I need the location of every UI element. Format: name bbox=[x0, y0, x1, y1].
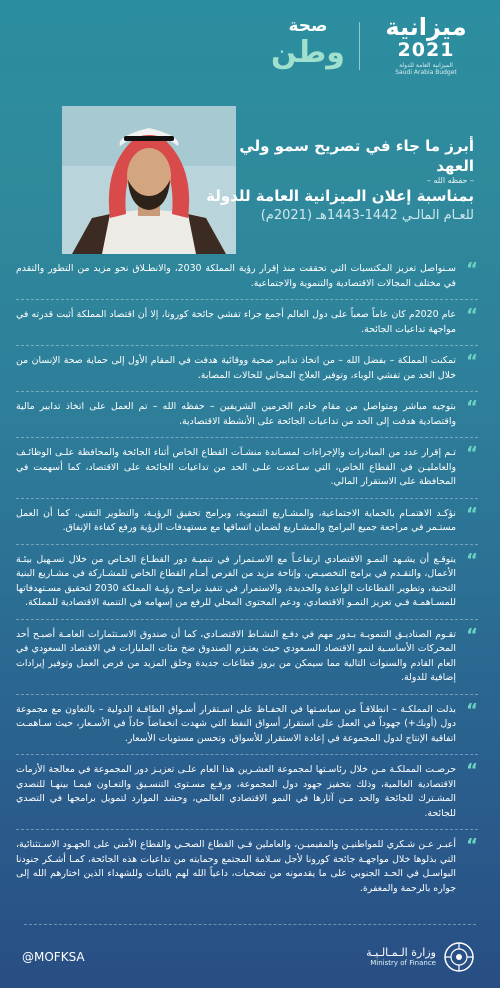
divider bbox=[16, 694, 478, 695]
quote-icon: “ bbox=[466, 760, 478, 781]
statement-item bbox=[16, 503, 478, 536]
ministry-emblem-icon bbox=[442, 940, 476, 974]
divider bbox=[16, 829, 478, 830]
statement-text: تمكنت المملكة – بفضل الله – من اتخاذ تدابير صحية ووقائية هدفت في المقام الأول إلى حماية صحة الإنسان من خلال الحد من تفشي الوباء، وتوفير العلاج المجاني للحالات المصابة. bbox=[16, 355, 456, 381]
quote-icon: “ bbox=[466, 503, 478, 525]
hero-title-line2: بمناسبة إعلان الميزانية العامة للدولة bbox=[206, 187, 474, 205]
quote-icon: “ bbox=[466, 835, 478, 856]
quote-icon: “ bbox=[466, 259, 478, 280]
statement-text: بذلت المملكـة – انطلاقـاً من سياسـتها في الحفـاظ على اسـتقرار أسـواق الطاقـة الدولية – بالتعاون مع مجموعة دول (أوبك+) جهوداً في العمل على استقرار أسواق النفط التي شهدت انخفاضاً حاداً في الأسـعار، حيث سـاهمـت اتفاقية الإنتاج لدول المجموعة في إعادة الاستقرار للأسواق، وتحسن مستويات الأسعار. bbox=[16, 703, 456, 744]
sehha-watan-logo bbox=[268, 16, 348, 82]
statement-item bbox=[16, 699, 478, 747]
statement-text: حرصـت المملكـة مـن خلال رئاسـتها لمجموعة العشـرين هذا العام علـى تعزيـز دور المجموعة في معالجة الأزمات الاقتصادية العالمية، وذلك بتحفيز جهود دول المجموعة، ورفـع مسـتوى التنسـيق والتعـاون فيمـا بينهـا للتصدي المشـترك للجائحة والحد مـن آثارها في النمو الاقتصادي العالمي، وحشد الموارد لتمويل برامجها في التصدي للجائحة. bbox=[16, 764, 456, 819]
quote-icon: “ bbox=[466, 624, 478, 646]
quote-icon: “ bbox=[466, 397, 478, 418]
divider bbox=[16, 391, 478, 392]
divider bbox=[16, 437, 478, 438]
divider bbox=[16, 498, 478, 499]
budget-logo-line2: Saudi Arabia Budget bbox=[395, 69, 457, 76]
hero-section bbox=[0, 106, 500, 254]
statement-item bbox=[16, 624, 478, 686]
hero-title-line1: أبرز ما جاء في تصريح سمو ولي العهد bbox=[239, 137, 474, 175]
ministry-name-ar: وزارة الـمـالـيـة bbox=[366, 946, 436, 959]
statement-text: عام 2020م كان عاماً صعباً على دول العالم أجمع جراء تفشي جائحة كورونا، إلا أن اقتصاد المملكة أثبت قدرته في مواجهة تداعيات الجائحة. bbox=[16, 309, 456, 335]
sehha-logo-top: صحة bbox=[288, 16, 328, 36]
statement-text: يتوقـع أن يشـهد النمـو الاقتصادي ارتفاعـاً مع الاسـتمرار في تنميـة دور القطـاع الخـاص من خلال تسـهيل بيئـة الأعمال، والتقـدم في برامج التخصيـص، وإتاحة مزيد من الفرص أمـام القطاع الخاص للمشـاركة في مشـاريع البنية التحتية، وتطوير القطاعات الواعدة والجديدة، والاستمرار في تنفيذ برامـج رؤيـة المملكة 2030 لتحقيق مسـتهدفاتها للمسـاهمـة فـي تعزيز النمـو الاقتصادي، ودعم المحتوى المحلي للرفع من إسهامه في التنمية الاقتصادية للمملكة. bbox=[16, 553, 456, 608]
twitter-handle[interactable]: @MOFKSA bbox=[22, 950, 85, 964]
statement-item bbox=[16, 835, 478, 896]
footer-divider bbox=[24, 924, 476, 925]
quote-icon: “ bbox=[466, 351, 478, 372]
divider bbox=[16, 544, 478, 545]
statement-text: سـنواصل تعزيز المكتسبات التي تحققت منذ إقرار رؤية المملكة 2030، والانطـلاق نحو مزيد من التطور والتقدم في مختلف المجالات الاقتصادية والتنموية والاجتماعية. bbox=[16, 263, 456, 289]
statement-text: تقـوم الصناديـق التنمويـة بـدور مهم في دفـع النشـاط الاقتصـادي، كما أن صندوق الاسـتثمارات العامـة أصبـح أحد المحركات الأساسـية لنمو الاقتصاد السـعودي حيث يعتـزم الصندوق ضخ مئات المليارات في الاقتصاد السعودي في العام القادم والسنوات التالية مما سيمكن من بروز قطاعات جديدة وخلق المزيد من فرص العمل وتوفير إيرادات إضافية للدولة. bbox=[16, 628, 456, 683]
sehha-logo-bottom: وطن bbox=[271, 35, 345, 70]
budget-logo-line1: الميزانية العامة للدولة bbox=[399, 62, 453, 69]
statement-item bbox=[16, 351, 478, 383]
statement-item bbox=[16, 760, 478, 821]
divider bbox=[16, 299, 478, 300]
statement-item bbox=[16, 397, 478, 429]
quote-icon: “ bbox=[466, 699, 478, 721]
divider bbox=[16, 345, 478, 346]
statement-text: أعبـر عـن شـكري للمواطنيـن والمقيميـن، والعاملين فـي القطاع الصحـي والقطاع الأمني على الجهـود الاسـتثنائية، التي بذلوها خلال مواجهـة جائحة كورونا لأجل سـلامة المجتمع وحمايته من تداعيات هذه الجائحة، كمـا أشـكر جنودنا البواسـل في الحـد الجنوبي على ما يقدمونه من تضحيات، داعياً الله لهم بالثبات وللشهداء الذين اختارهم الله إلى جواره بالرحمة والمغفرة. bbox=[16, 839, 456, 894]
ministry-name bbox=[366, 946, 436, 967]
statement-item bbox=[16, 305, 478, 337]
quote-icon: “ bbox=[466, 549, 478, 571]
hero-title bbox=[206, 136, 474, 226]
footer bbox=[0, 924, 500, 988]
statement-text: نؤكـد الاهتمـام بالحماية الاجتماعية، والمشـاريع التنموية، وبرامج تحقيق الرؤيـة، والتطوير التقني، كما أن العمل مستـمر في مراجعة جميع البرامج والمشـاريع لضمان اتساقها مع مستهدفات الرؤية ورفع كفاءة الإنفاق. bbox=[16, 507, 456, 533]
ministry-of-finance-logo bbox=[366, 938, 476, 978]
ministry-name-en: Ministry of Finance bbox=[370, 959, 436, 967]
hero-title-line3: للعـام المالـي 1442-1443هـ (2021م) bbox=[260, 208, 474, 223]
statement-item bbox=[16, 443, 478, 490]
quote-icon: “ bbox=[466, 305, 478, 326]
hero-honorific: – حفظه الله – bbox=[426, 176, 474, 185]
statement-item bbox=[16, 259, 478, 291]
budget-2021-logo bbox=[370, 14, 482, 84]
statement-text: تـم إقرار عدد من المبادرات والإجراءات لمسـاندة منشـآت القطاع الخاص أثناء الجائحة والمحافظة علـى الوظائـف والعامليـن في القطاع الخاص، التي سـاعدت علـى الحد من تداعيات الجائحة على الاقتصاد، كما أسهمت في المحافظة على الاستقرار المالي. bbox=[16, 447, 456, 487]
statement-text: بتوجيه مباشر ومتواصل من مقام خادم الحرمين الشريفين – حفظه الله – تم العمل على اتخاذ تدابير مالية واقتصادية هدفت إلى الحد من تداعيات الجائحة على الأنشطة الاقتصادية. bbox=[16, 401, 456, 427]
divider bbox=[16, 754, 478, 755]
logo-divider bbox=[359, 22, 360, 70]
budget-logo-year: 2021 bbox=[397, 39, 455, 61]
statement-item bbox=[16, 549, 478, 611]
quote-icon: “ bbox=[466, 443, 478, 464]
budget-logo-word: ميزانية bbox=[385, 13, 467, 41]
divider bbox=[16, 619, 478, 620]
statement-list bbox=[16, 259, 478, 896]
